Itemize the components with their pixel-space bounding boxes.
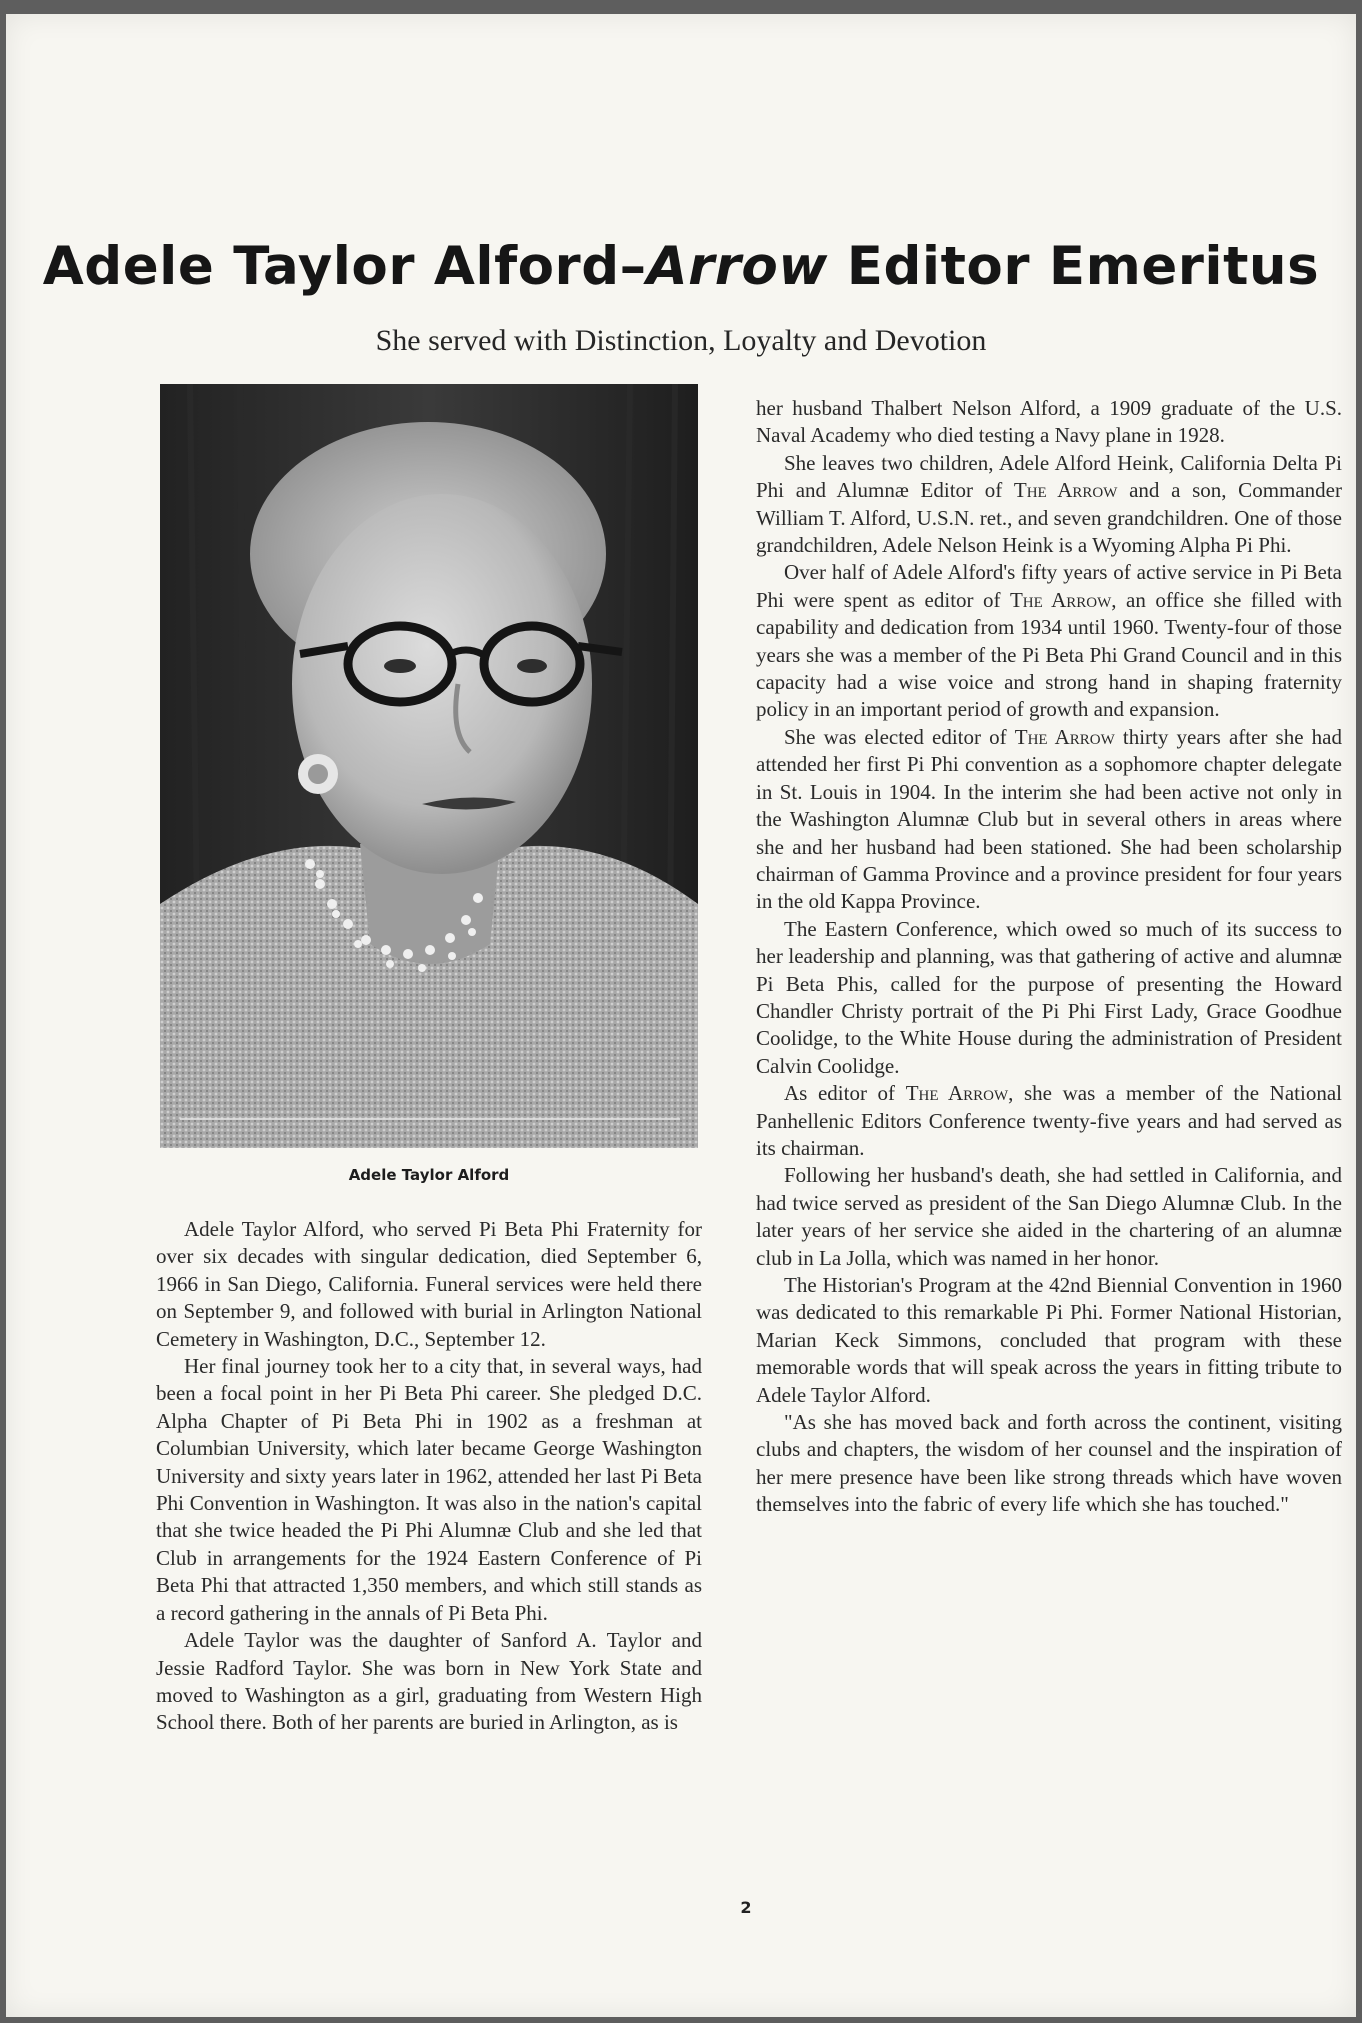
portrait-photo (160, 384, 698, 1148)
paragraph (756, 1080, 1342, 1162)
text-run: , she was a member of the National Panhellenic Editors Conference twenty-five years and had served as its chairman. (756, 1081, 1342, 1160)
paragraph: The Historian's Program at the 42nd Biennial Convention in 1960 was dedicated to this remarkable Pi Phi. Former National Historian, Marian Keck Simmons, concluded that program with these memorable words that will speak across the years in fitting tribute to Adele Taylor Alford. (756, 1273, 1342, 1407)
text-run: Over half of Adele Alford's fifty years of active service in Pi Beta Phi were spent as editor of (756, 560, 1342, 612)
article-title (6, 236, 1356, 297)
paragraph (756, 724, 1342, 916)
text-run: She leaves two children, Adele Alford Heink, California Delta Pi Phi and Alumnæ Editor of (756, 450, 1342, 503)
paragraph: Adele Taylor was the daughter of Sanford A. Taylor and Jessie Radford Taylor. She was born in New York State and moved to Washington as a girl, graduating from Western High School there. Both of her parents are buried in Arlington, as is (156, 1628, 702, 1735)
paragraph: "As she has moved back and forth across the continent, visiting clubs and chapters, the wisdom of her counsel and the inspiration of her mere presence have been like strong threads which have woven themselves into the fabric of every life which she has touched." (756, 1410, 1342, 1517)
text-run: and a son, Commander William T. Alford, U.S.N. ret., and seven grandchildren. One of those grandchildren, Adele Nelson Heink is a Wyoming Alpha Pi Phi. (756, 478, 1342, 558)
magazine-name: The Arrow (905, 1081, 1009, 1106)
paragraph: Adele Taylor Alford, who served Pi Beta Phi Fraternity for over six decades with singular dedication, died September 6, 1966 in San Diego, California. Funeral services were held there on September 9, and followed with burial in Arlington National Cemetery in Washington, D.C., September 12. (156, 1217, 702, 1351)
title-end: Editor Emeritus (827, 236, 1320, 297)
magazine-page (6, 14, 1356, 2017)
right-column (756, 395, 1342, 1519)
magazine-name: The Arrow (1014, 724, 1115, 749)
article-subtitle: She served with Distinction, Loyalty and Devotion (375, 324, 987, 357)
portrait-image (160, 384, 698, 1148)
photo-caption: Adele Taylor Alford (348, 1166, 510, 1184)
title-main: Adele Taylor Alford– (42, 236, 647, 297)
paragraph: Following her husband's death, she had settled in California, and had twice served as president of the San Diego Alumnæ Club. In the later years of her service she aided in the chartering of an alumnæ club in La Jolla, which was named in her honor. (756, 1163, 1342, 1270)
magazine-name: The Arrow (1009, 587, 1112, 612)
title-arrow-italic: Arrow (646, 236, 828, 297)
paragraph: Her final journey took her to a city that, in several ways, had been a focal point in her Pi Beta Phi career. She pledged D.C. Alpha Chapter of Pi Beta Phi in 1902 as a freshman at Columbian University, which later became George Washington University and sixty years later in 1962, attended her last Pi Beta Phi Convention in Washington. It was also in the nation's capital that she twice headed the Pi Phi Alumnæ Club and she led that Club in arrangements for the 1924 Eastern Conference of Pi Beta Phi that attracted 1,350 members, and which still stands as a record gathering in the annals of Pi Beta Phi. (156, 1354, 702, 1625)
text-run: thirty years after she had attended her first Pi Phi convention as a sophomore chapter delegate in St. Louis in 1904. In the interim she had been active not only in the Washington Alumnæ Club but in several others in areas where she and her husband had been stationed. She had been scholarship chairman of Gamma Province and a province president for four years in the old Kappa Province. (756, 724, 1342, 914)
page-number: 2 (740, 1898, 752, 1917)
paragraph (756, 450, 1342, 560)
paragraph: The Eastern Conference, which owed so much of its success to her leadership and planning, was that gathering of active and alumnæ Pi Beta Phis, called for the purpose of presenting the Howard Chandler Christy portrait of the Pi Phi First Lady, Grace Goodhue Coolidge, to the White House during the administration of President Calvin Coolidge. (756, 916, 1342, 1078)
text-run: She was elected editor of (784, 724, 1015, 749)
text-run: As editor of (784, 1081, 906, 1106)
paragraph (756, 559, 1342, 723)
left-column (156, 1216, 702, 1737)
magazine-name: The Arrow (1013, 478, 1118, 503)
paragraph: her husband Thalbert Nelson Alford, a 1909 graduate of the U.S. Naval Academy who died testing a Navy plane in 1928. (756, 396, 1342, 448)
text-run: , an office she filled with capability and dedication from 1934 until 1960. Twenty-four of those years she was a member of the Pi Beta Phi Grand Council and in this capacity had a wise voice and strong hand in shaping fraternity policy in an important period of growth and expansion. (756, 587, 1342, 722)
